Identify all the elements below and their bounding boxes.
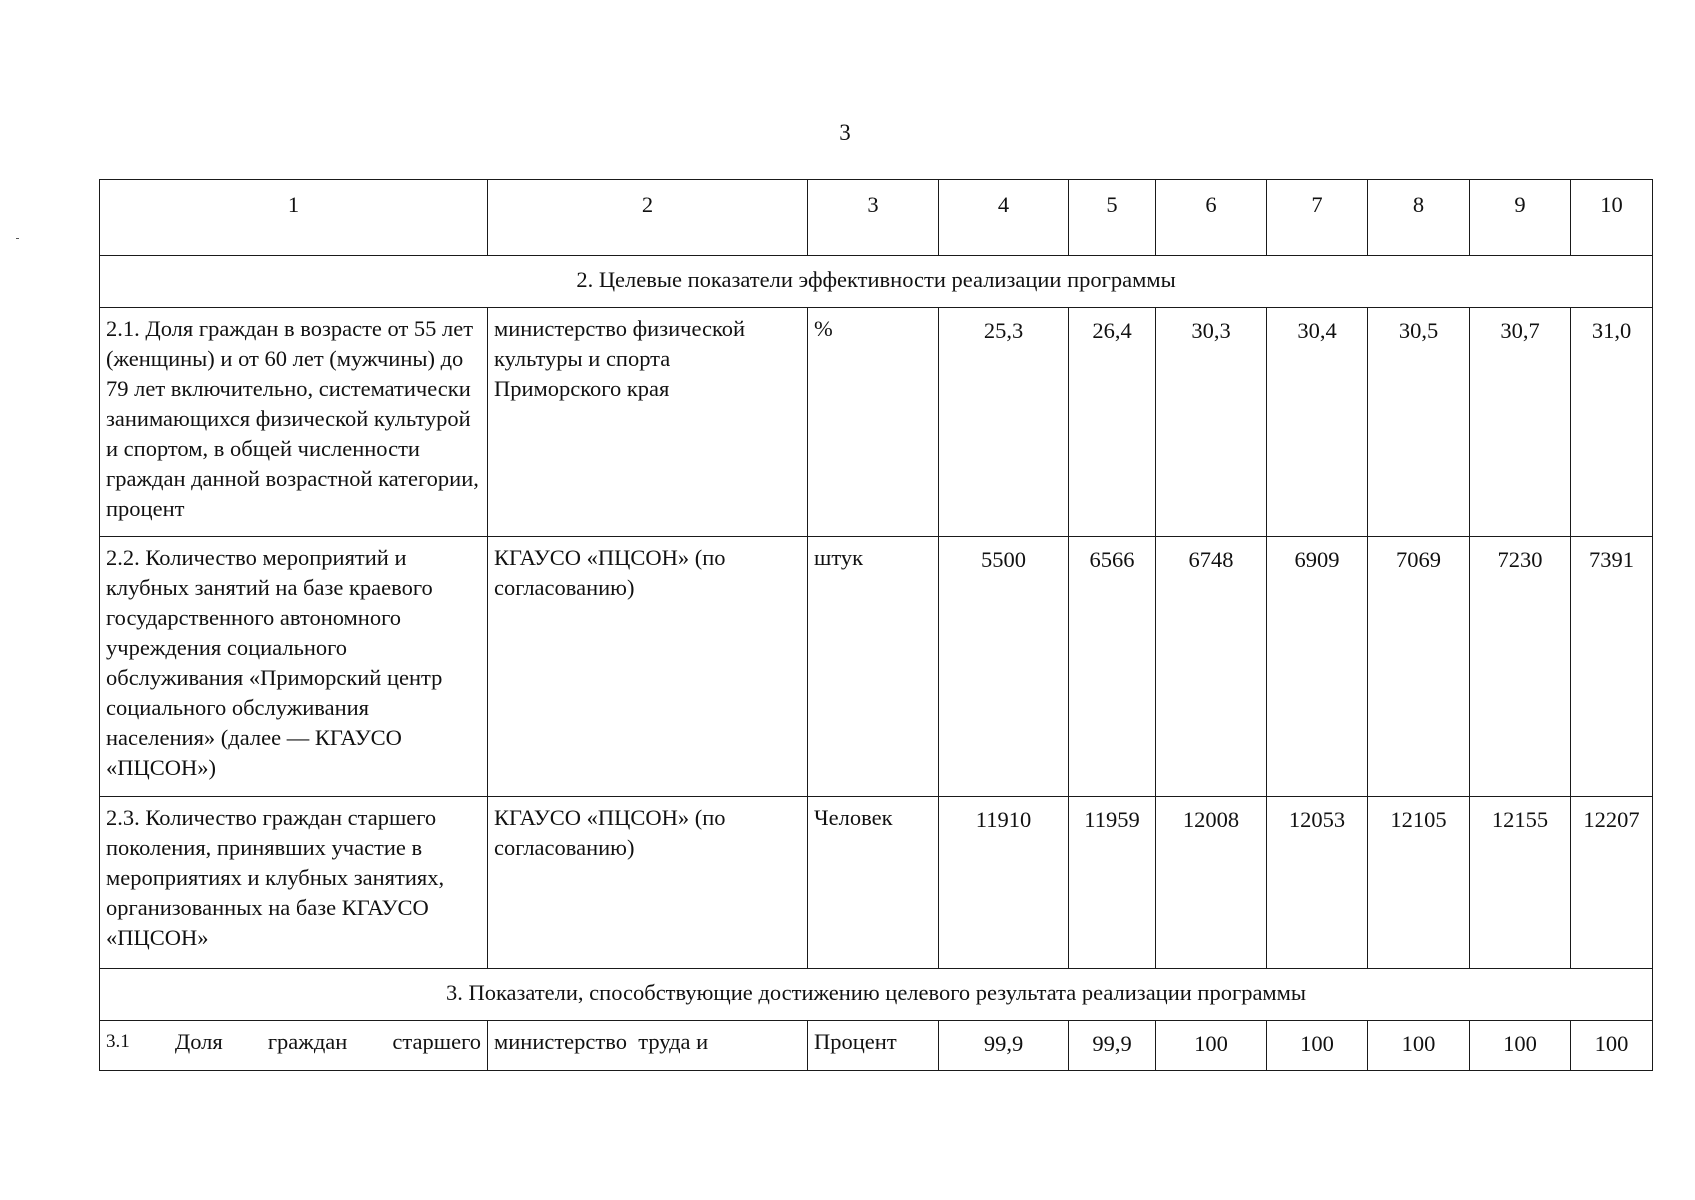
scan-speck bbox=[16, 238, 19, 239]
table-row bbox=[100, 308, 1653, 537]
responsible-cell: министерство труда и bbox=[488, 1021, 808, 1071]
column-number: 9 bbox=[1470, 180, 1571, 256]
value-cell: 100 bbox=[1571, 1021, 1653, 1071]
responsible-cell: КГАУСО «ПЦСОН» (по согласованию) bbox=[488, 797, 808, 969]
value-cell: 6566 bbox=[1069, 537, 1156, 797]
section-2-title: 2. Целевые показатели эффективности реализации программы bbox=[100, 256, 1653, 308]
value-cell: 11910 bbox=[939, 797, 1069, 969]
value-cell: 100 bbox=[1156, 1021, 1267, 1071]
unit-cell: % bbox=[808, 308, 939, 537]
value-cell: 26,4 bbox=[1069, 308, 1156, 537]
value-cell: 30,4 bbox=[1267, 308, 1368, 537]
value-cell: 100 bbox=[1368, 1021, 1470, 1071]
responsible-cell: министерство физической культуры и спорта Приморского края bbox=[488, 308, 808, 537]
section-3-title: 3. Показатели, способствующие достижению целевого результата реализации программы bbox=[100, 969, 1653, 1021]
indicator-cell: 2.1. Доля граждан в возрасте от 55 лет (женщины) и от 60 лет (мужчины) до 79 лет включительно, систематически занимающихся физической культурой и спортом, в общей численности граждан данной возрастной категории, процент bbox=[100, 308, 488, 537]
value-cell: 11959 bbox=[1069, 797, 1156, 969]
value-cell: 7391 bbox=[1571, 537, 1653, 797]
table-row bbox=[100, 537, 1653, 797]
value-cell: 7069 bbox=[1368, 537, 1470, 797]
unit-cell: Человек bbox=[808, 797, 939, 969]
column-number: 8 bbox=[1368, 180, 1470, 256]
unit-cell: Процент bbox=[808, 1021, 939, 1071]
value-cell: 100 bbox=[1470, 1021, 1571, 1071]
value-cell: 31,0 bbox=[1571, 308, 1653, 537]
value-cell: 99,9 bbox=[939, 1021, 1069, 1071]
column-number: 1 bbox=[100, 180, 488, 256]
value-cell: 5500 bbox=[939, 537, 1069, 797]
indicator-cell: 2.3. Количество граждан старшего поколения, принявших участие в мероприятиях и клубных занятиях, организованных на базе КГАУСО «ПЦСОН» bbox=[100, 797, 488, 969]
value-cell: 6748 bbox=[1156, 537, 1267, 797]
indicator-word: Доля bbox=[174, 1029, 223, 1054]
value-cell: 30,7 bbox=[1470, 308, 1571, 537]
responsible-cell: КГАУСО «ПЦСОН» (по согласованию) bbox=[488, 537, 808, 797]
value-cell: 25,3 bbox=[939, 308, 1069, 537]
value-cell: 30,3 bbox=[1156, 308, 1267, 537]
indicator-word: 3.1 bbox=[106, 1031, 130, 1052]
column-number: 10 bbox=[1571, 180, 1653, 256]
column-number: 5 bbox=[1069, 180, 1156, 256]
justified-indicator-line bbox=[106, 1027, 481, 1057]
value-cell: 12207 bbox=[1571, 797, 1653, 969]
value-cell: 100 bbox=[1267, 1021, 1368, 1071]
column-number-row bbox=[100, 180, 1653, 256]
table-row bbox=[100, 1021, 1653, 1071]
table-row bbox=[100, 797, 1653, 969]
section-2-row bbox=[100, 256, 1653, 308]
column-number: 4 bbox=[939, 180, 1069, 256]
indicators-table bbox=[99, 179, 1653, 1071]
indicator-cell bbox=[100, 1021, 488, 1071]
unit-cell: штук bbox=[808, 537, 939, 797]
section-3-row bbox=[100, 969, 1653, 1021]
value-cell: 30,5 bbox=[1368, 308, 1470, 537]
value-cell: 6909 bbox=[1267, 537, 1368, 797]
value-cell: 12053 bbox=[1267, 797, 1368, 969]
value-cell: 12105 bbox=[1368, 797, 1470, 969]
indicator-word: граждан bbox=[267, 1029, 348, 1054]
indicator-cell: 2.2. Количество мероприятий и клубных занятий на базе краевого государственного автономного учреждения социального обслуживания «Приморский центр социального обслуживания населения» (далее — КГАУСО «ПЦСОН») bbox=[100, 537, 488, 797]
page-number: 3 bbox=[839, 120, 851, 145]
value-cell: 7230 bbox=[1470, 537, 1571, 797]
value-cell: 12008 bbox=[1156, 797, 1267, 969]
column-number: 7 bbox=[1267, 180, 1368, 256]
column-number: 2 bbox=[488, 180, 808, 256]
value-cell: 12155 bbox=[1470, 797, 1571, 969]
column-number: 6 bbox=[1156, 180, 1267, 256]
value-cell: 99,9 bbox=[1069, 1021, 1156, 1071]
column-number: 3 bbox=[808, 180, 939, 256]
indicator-word: старшего bbox=[392, 1029, 481, 1054]
